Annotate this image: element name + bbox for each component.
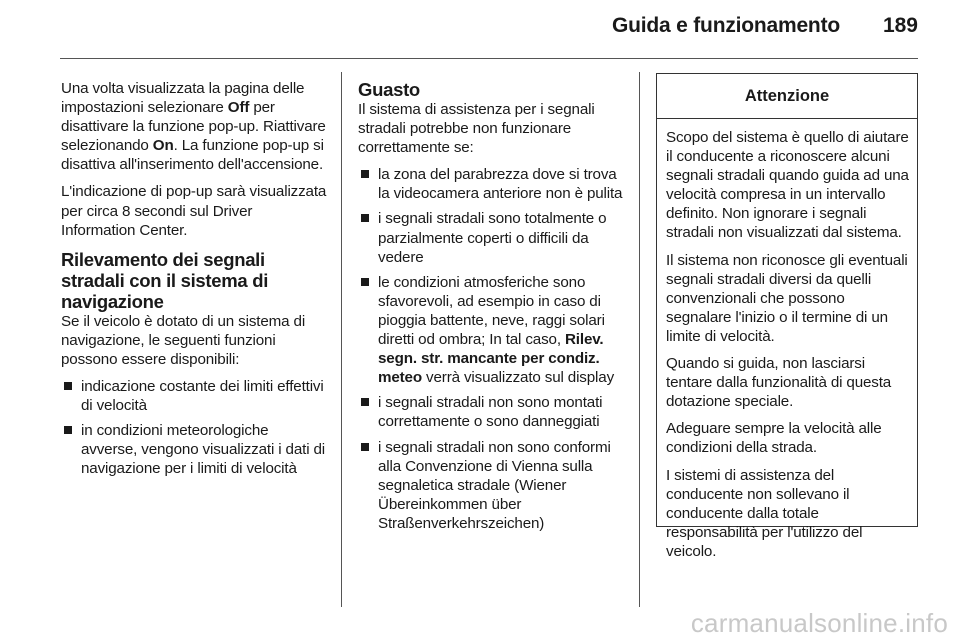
list-item: le condizioni atmosferiche sono sfavorevoli, ad esempio in caso di pioggia battente, neve, raggi solari diretti od ombra; In tal caso, Rilev. segn. str. mancante per condiz. meteo verrà visualizzato sul display: [358, 273, 626, 388]
list-item: i segnali stradali sono totalmente o parzialmente coperti o difficili da vedere: [358, 209, 626, 266]
section-intro: Il sistema di assistenza per i segnali stradali potrebbe non funzionare correttamente se:: [358, 101, 595, 157]
bullet-icon: [361, 170, 369, 178]
list-item: indicazione costante dei limiti effettivi di velocità: [61, 377, 327, 415]
warning-paragraph: Quando si guida, non lasciarsi tentare dalla funzionalità di questa dotazione speciale.: [666, 355, 892, 411]
column-divider-2: [639, 72, 640, 607]
warning-box: [656, 73, 918, 560]
warning-paragraph: Scopo del sistema è quello di aiutare il conducente a riconoscere alcuni segnali stradali quando guida ad una velocità compresa in un intervallo definito. Non ignorare i segnali stradali non visualizzati dal sistema.: [666, 129, 909, 242]
list-item: la zona del parabrezza dove si trova la videocamera anteriore non è pulita: [358, 165, 626, 203]
watermark: carmanualsonline.info: [690, 608, 948, 638]
page-header: [60, 0, 918, 59]
warning-paragraph: I sistemi di assistenza del conducente non sollevano il conducente dalla totale responsabilità per l'utilizzo del veicolo.: [666, 466, 863, 560]
paragraph-popup-settings: Una volta visualizzata la pagina delle impostazioni selezionare Off per disattivare la funzione pop-up. Riattivare selezionando On. La funzione pop-up si disattiva all'inserimento dell'accensione.: [61, 80, 326, 174]
page-number: 189: [882, 14, 918, 37]
bullet-icon: [64, 426, 72, 434]
list-item: i segnali stradali non sono montati correttamente o sono danneggiati: [358, 393, 626, 431]
fault-list: [358, 165, 626, 533]
warning-title: Attenzione: [657, 74, 917, 119]
column-left: [61, 79, 327, 485]
bullet-icon: [361, 443, 369, 451]
section-heading-fault: Guasto: [358, 79, 420, 100]
section-heading-navigation: Rilevamento dei segnali stradali con il sistema di navigazione: [61, 248, 269, 312]
warning-paragraph: Adeguare sempre la velocità alle condizioni della strada.: [666, 420, 882, 457]
warning-body: [657, 119, 917, 561]
warning-paragraph: Il sistema non riconosce gli eventuali segnali stradali diversi da quelli convenzionali che possono segnalare l'inizio o il termine di un limite di velocità.: [666, 251, 908, 345]
off-keyword: Off: [227, 99, 250, 117]
bullet-icon: [361, 214, 369, 222]
list-item: in condizioni meteorologiche avverse, vengono visualizzati i dati di navigazione per i limiti di velocità: [61, 421, 327, 478]
bullet-icon: [361, 398, 369, 406]
section-intro: Se il veicolo è dotato di un sistema di navigazione, le seguenti funzioni possono essere disponibili:: [61, 312, 306, 368]
bullet-icon: [64, 382, 72, 390]
column-middle: [358, 79, 626, 539]
list-item: i segnali stradali non sono conformi alla Convenzione di Vienna sulla segnaletica stradale (Wiener Übereinkommen über Straßenverkehrszeichen): [358, 438, 626, 533]
feature-list: [61, 377, 327, 478]
bullet-icon: [361, 278, 369, 286]
paragraph-popup-duration: L'indicazione di pop-up sarà visualizzata per circa 8 secondi sul Driver Information Center.: [61, 183, 327, 239]
on-keyword: On: [152, 137, 174, 155]
page-title: Guida e funzionamento: [612, 14, 840, 37]
display-message: Rilev. segn. str. mancante per condiz. meteo: [378, 331, 604, 387]
column-divider-1: [341, 72, 342, 607]
